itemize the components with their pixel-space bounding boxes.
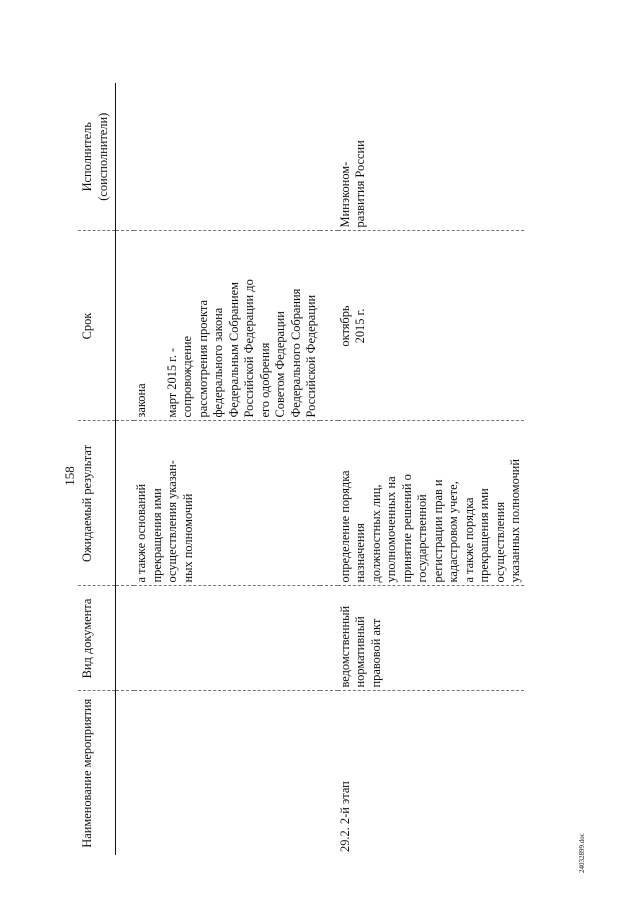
spacer-row	[320, 83, 338, 855]
table-row	[134, 83, 320, 855]
header-name: Наименование мероприятия	[78, 691, 116, 855]
footer-filename: 24032899.doc	[578, 833, 586, 873]
row2-term: октябрь 2015 г.	[338, 231, 524, 421]
header-executor: Исполнитель (соисполнители)	[78, 83, 116, 231]
spacer-row	[116, 83, 135, 855]
row2-result: определение порядка назначения должностных лиц, уполномоченных на принятие решений о государственной регистрации прав и кадастровом учете, а также порядка прекращения ими осуществления указанных полномочий	[338, 421, 524, 586]
row1-term: закона март 2015 г. - сопровождение рассмотрения проекта федерального закона Федеральным Собранием Российской Федерации до его одобрения Советом Федерации Федерального Собрания Российской Федерации	[134, 231, 320, 421]
header-term: Срок	[78, 231, 116, 421]
row2-name: 29.2. 2-й этап	[337, 781, 352, 852]
header-doc-type: Вид документа	[78, 586, 116, 691]
page-number: 158	[62, 466, 77, 486]
header-expected-result: Ожидаемый результат	[78, 421, 116, 586]
row1-result: а также оснований прекращения ими осуществления указан- ных полномочий	[134, 421, 320, 586]
row1-executor	[134, 83, 320, 231]
table-row	[338, 83, 524, 855]
rotated-table-container	[78, 83, 640, 855]
row2-doc: ведомственный нормативный правовой акт	[338, 586, 524, 691]
row2-executor: Минэконом- развития России	[338, 83, 524, 231]
header-row	[78, 83, 116, 855]
row1-name	[134, 691, 320, 855]
row1-doc	[134, 586, 320, 691]
measures-table	[78, 83, 524, 855]
